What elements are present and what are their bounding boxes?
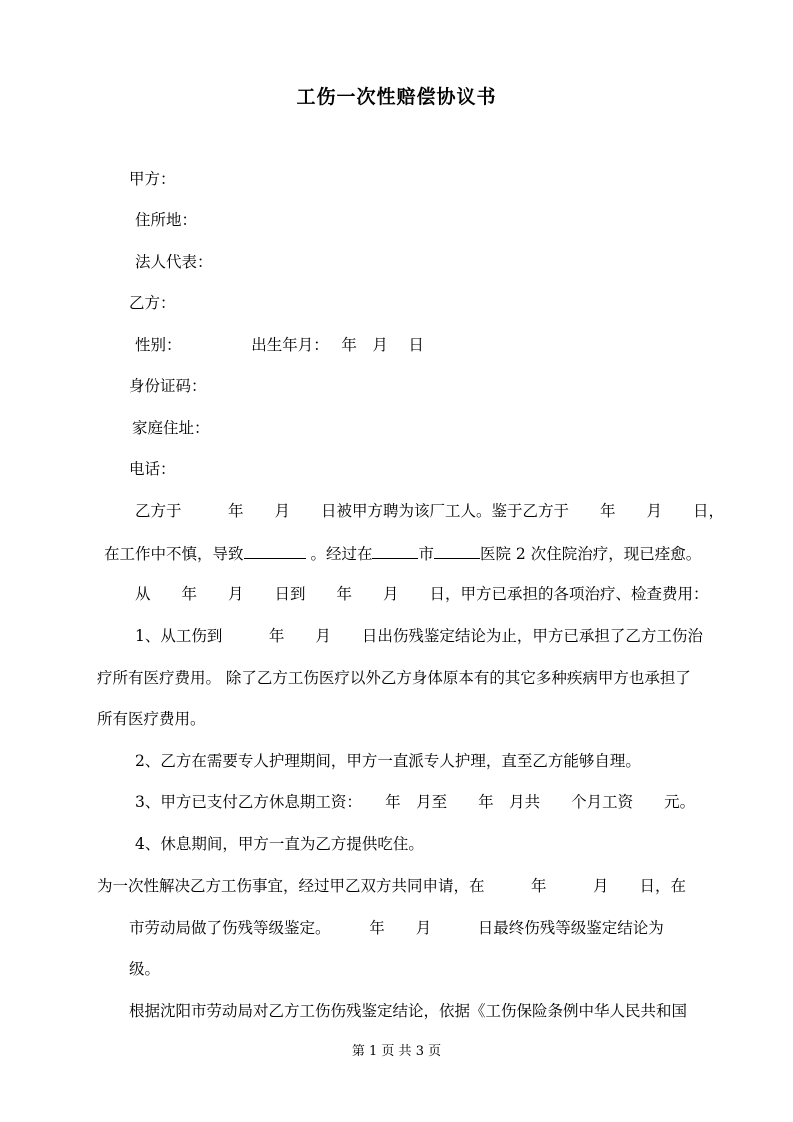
injury-text-2: 。经过在 [310, 545, 373, 563]
clause-1-line-2: 疗所有医疗费用。 除了乙方工伤医疗以外乙方身体原本有的其它多种疾病甲方也承担了 [97, 669, 691, 687]
legal-rep-label: 法人代表： [135, 253, 213, 271]
party-b-label: 乙方： [129, 294, 176, 312]
clause-3: 3、甲方已支付乙方休息期工资： 年 月至 年 月共 个月工资 元。 [135, 793, 696, 811]
home-address-label: 家庭住址： [132, 419, 210, 437]
document-title: 工伤一次性赔偿协议书 [296, 86, 497, 108]
clause-2: 2、乙方在需要专人护理期间，甲方一直派专人护理，直至乙方能够自理。 [135, 752, 641, 770]
city-blank [372, 542, 418, 559]
address-label: 住所地： [135, 211, 198, 229]
hospital-blank [434, 542, 480, 559]
paragraph-appraisal-3: 级。 [129, 960, 161, 978]
party-a-label: 甲方： [129, 170, 176, 188]
phone-label: 电话： [129, 460, 176, 478]
paragraph-employment: 乙方于 年 月 日被甲方聘为该厂工人。鉴于乙方于 年 月 日， [135, 502, 725, 520]
clause-4: 4、休息期间，甲方一直为乙方提供吃住。 [135, 835, 424, 853]
injury-text-4: 医院 2 次住院治疗，现已痊愈。 [479, 545, 702, 563]
injury-text-3: 市 [418, 545, 434, 563]
injury-blank [244, 542, 306, 559]
paragraph-appraisal-2: 市劳动局做了伤残等级鉴定。 年 月 日最终伤残等级鉴定结论为 [129, 919, 664, 937]
paragraph-injury [104, 542, 701, 565]
clause-1-line-3: 所有医疗费用。 [97, 710, 206, 728]
injury-text-1: 在工作中不慎，导致 [104, 545, 244, 563]
paragraph-basis: 根据沈阳市劳动局对乙方工伤伤残鉴定结论，依据《工伤保险条例中华人民共和国 [129, 1002, 688, 1020]
paragraph-appraisal-1: 为一次性解决乙方工伤事宜，经过甲乙双方共同申请，在 年 月 日，在 [97, 877, 687, 895]
page-number: 第 1 页 共 3 页 [351, 1044, 442, 1059]
clause-1-line-1: 1、从工伤到 年 月 日出伤残鉴定结论为止，甲方已承担了乙方工伤治 [135, 627, 703, 645]
gender-birth-line: 性别： 出生年月： 年 月 日 [135, 336, 424, 354]
id-number-label: 身份证码： [129, 377, 207, 395]
paragraph-period: 从 年 月 日到 年 月 日，甲方已承担的各项治疗、检查费用： [135, 585, 709, 603]
